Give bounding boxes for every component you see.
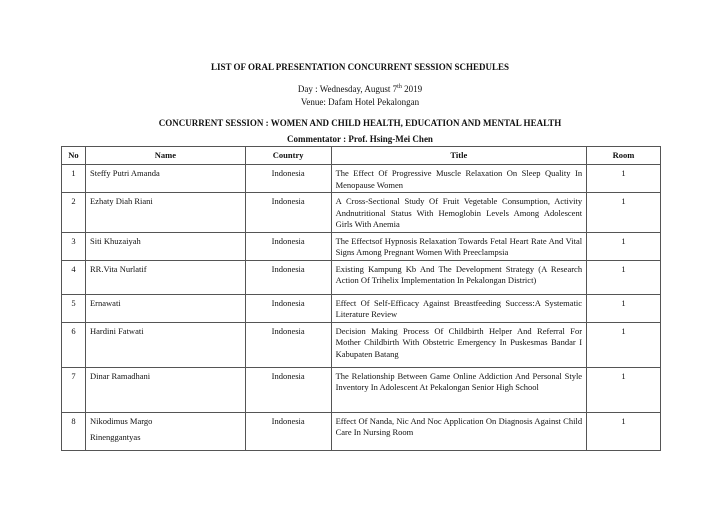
- row-no: 3: [62, 232, 86, 260]
- header-country: Country: [245, 147, 331, 165]
- header-name: Name: [85, 147, 245, 165]
- row-no: 2: [62, 193, 86, 233]
- row-room: 1: [587, 412, 661, 450]
- row-country: Indonesia: [245, 367, 331, 412]
- row-no: 4: [62, 260, 86, 294]
- row-name: Dinar Ramadhani: [85, 367, 245, 412]
- row-name-cell: [85, 412, 245, 450]
- row-no: 6: [62, 322, 86, 367]
- row-room: 1: [587, 232, 661, 260]
- row-country: Indonesia: [245, 260, 331, 294]
- row-country: Indonesia: [245, 232, 331, 260]
- table-row: [62, 165, 661, 193]
- row-no: 7: [62, 367, 86, 412]
- row-room: 1: [587, 165, 661, 193]
- table-row: [62, 412, 661, 450]
- header-room: Room: [587, 147, 661, 165]
- header-no: No: [62, 147, 86, 165]
- row-title: Effect Of Nanda, Nic And Noc Application On Diagnosis Against Child Care In Nursing Room: [331, 412, 586, 450]
- row-name: Nikodimus Margo: [89, 415, 153, 426]
- row-name: Siti Khuzaiyah: [85, 232, 245, 260]
- table-row: [62, 294, 661, 322]
- table-row: [62, 322, 661, 367]
- venue-line: Venue: Dafam Hotel Pekalongan: [300, 97, 420, 107]
- day-text: Day : Wednesday, August 7: [297, 84, 398, 94]
- session-title: CONCURRENT SESSION : WOMEN AND CHILD HEALTH, EDUCATION AND MENTAL HEALTH: [158, 118, 562, 128]
- row-country: Indonesia: [245, 193, 331, 233]
- row-room: 1: [587, 260, 661, 294]
- row-room: 1: [587, 294, 661, 322]
- table-row: [62, 193, 661, 233]
- row-no: 8: [62, 412, 86, 450]
- row-name: Hardini Fatwati: [85, 322, 245, 367]
- table-row: [62, 367, 661, 412]
- table-header-row: [62, 147, 661, 165]
- commentator-line: Commentator : Prof. Hsing-Mei Chen: [287, 134, 433, 144]
- row-country: Indonesia: [245, 322, 331, 367]
- header-title: Title: [331, 147, 586, 165]
- day-suffix-sup: th: [397, 84, 402, 90]
- row-name: Ezhaty Diah Riani: [85, 193, 245, 233]
- row-name-continued: Rinenggantyas: [89, 432, 141, 442]
- row-name: RR.Vita Nurlatif: [85, 260, 245, 294]
- row-room: 1: [587, 322, 661, 367]
- row-title: Decision Making Process Of Childbirth Helper And Referral For Mother Childbirth With Obstetric Emergency In Puskesmas Bandar I Kabupaten Batang: [331, 322, 586, 367]
- row-no: 5: [62, 294, 86, 322]
- row-name: Steffy Putri Amanda: [85, 165, 245, 193]
- row-room: 1: [587, 367, 661, 412]
- schedule-table: [61, 146, 661, 451]
- table-row: [62, 260, 661, 294]
- row-room: 1: [587, 193, 661, 233]
- row-name: Ernawati: [85, 294, 245, 322]
- day-line: [0, 84, 720, 94]
- row-title: The Effect Of Progressive Muscle Relaxation On Sleep Quality In Menopause Women: [331, 165, 586, 193]
- row-no: 1: [62, 165, 86, 193]
- table-row: [62, 232, 661, 260]
- row-title: The Effectsof Hypnosis Relaxation Towards Fetal Heart Rate And Vital Signs Among Pregnant Women With Preeclampsia: [331, 232, 586, 260]
- row-title: Existing Kampung Kb And The Development Strategy (A Research Action Of Trihelix Implementation In Pekalongan District): [331, 260, 586, 294]
- row-country: Indonesia: [245, 165, 331, 193]
- row-title: The Relationship Between Game Online Addiction And Personal Style Inventory In Adolescent At Pekalongan Senior High School: [331, 367, 586, 412]
- row-country: Indonesia: [245, 294, 331, 322]
- document-heading: LIST OF ORAL PRESENTATION CONCURRENT SESSION SCHEDULES: [210, 62, 510, 72]
- row-title: Effect Of Self-Efficacy Against Breastfeeding Success:A Systematic Literature Review: [331, 294, 586, 322]
- row-country: Indonesia: [245, 412, 331, 450]
- row-title: A Cross-Sectional Study Of Fruit Vegetable Consumption, Activity Andnutritional Status With Hemoglobin Levels Among Adolescent Girls With Anemia: [331, 193, 586, 233]
- year-text: 2019: [401, 84, 423, 94]
